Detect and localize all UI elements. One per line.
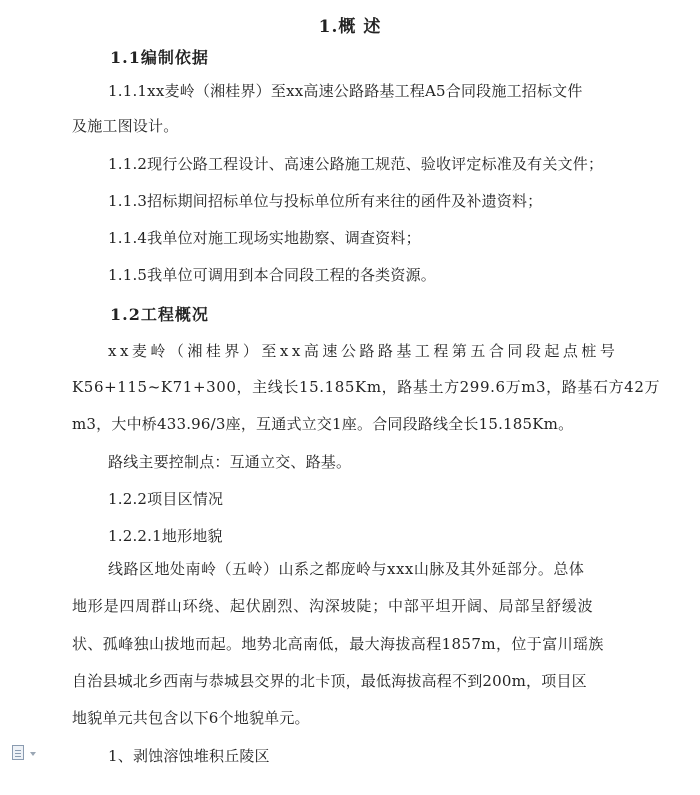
- document-icon[interactable]: [12, 745, 24, 760]
- item-1-1-5: 1.1.5我单位可调用到本合同段工程的各类资源。: [108, 266, 436, 284]
- para3-line3: 状、孤峰独山拔地而起。地势北高南低，最大海拔高程1857m，位于富川瑶族: [72, 635, 604, 653]
- item-1-1-2: 1.1.2现行公路工程设计、高速公路施工规范、验收评定标准及有关文件；: [108, 155, 604, 173]
- section-heading-1-2: 1.2工程概况: [110, 305, 209, 324]
- sub-heading-1-2-2-1: 1.2.2.1地形地貌: [108, 527, 223, 545]
- para1-line3: m3，大中桥433.96/3座，互通式立交1座。合同段路线全长15.185Km。: [72, 415, 574, 433]
- item-1-1-4: 1.1.4我单位对施工现场实地勘察、调查资料；: [108, 229, 421, 247]
- item-1-1-1-line2: 及施工图设计。: [72, 117, 179, 135]
- list-item-1: 1、剥蚀溶蚀堆积丘陵区: [108, 747, 270, 765]
- section-heading-1-1: 1.1编制依据: [110, 48, 209, 67]
- para3-line4: 自治县城北乡西南与恭城县交界的北卡顶，最低海拔高程不到200m，项目区: [72, 672, 587, 690]
- chevron-down-icon[interactable]: [30, 752, 36, 756]
- para1-line1: xx麦岭（湘桂界）至xx高速公路路基工程第五合同段起点桩号: [108, 342, 619, 360]
- para3-line5: 地貌单元共包含以下6个地貌单元。: [72, 709, 310, 727]
- item-1-1-1-line1: 1.1.1xx麦岭（湘桂界）至xx高速公路路基工程A5合同段施工招标文件: [108, 82, 583, 100]
- item-1-1-3: 1.1.3招标期间招标单位与投标单位所有来往的函件及补遗资料；: [108, 192, 543, 210]
- document-title: 1.概 述: [318, 17, 382, 37]
- para3-line2: 地形是四周群山环绕、起伏剧烈、沟深坡陡；中部平坦开阔、局部呈舒缓波: [72, 597, 594, 615]
- sub-heading-1-2-2: 1.2.2项目区情况: [108, 490, 224, 508]
- para1-line2: K56+115~K71+300，主线长15.185Km，路基土方299.6万m3，路基石方42万: [72, 378, 661, 396]
- para2: 路线主要控制点：互通立交、路基。: [108, 453, 352, 471]
- para3-line1: 线路区地处南岭（五岭）山系之都庞岭与xxx山脉及其外延部分。总体: [108, 560, 585, 578]
